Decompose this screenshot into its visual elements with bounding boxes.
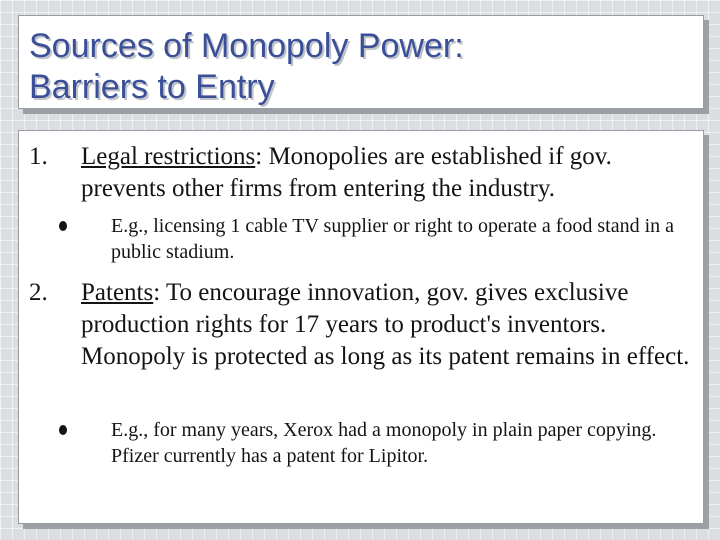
title-line-2: Barriers to Entry bbox=[29, 68, 275, 106]
example-text: E.g., for many years, Xerox had a monopoly in plain paper copying. Pfizer currently has a patent for Lipitor. bbox=[111, 419, 657, 467]
list-item-text bbox=[81, 277, 693, 373]
example-text: E.g., licensing 1 cable TV supplier or right to operate a food stand in a public stadium. bbox=[111, 215, 675, 263]
term-legal-restrictions: Legal restrictions bbox=[81, 143, 256, 170]
list-number: 1. bbox=[29, 143, 48, 170]
bullet-icon bbox=[59, 425, 67, 435]
content-panel bbox=[18, 130, 704, 524]
title-panel bbox=[18, 15, 704, 109]
definition-text: : To encourage innovation, gov. gives exclusive production rights for 17 years to product's inventors. Monopoly is protected as long as its patent remains in effect. bbox=[81, 279, 690, 370]
bullet-icon bbox=[59, 221, 67, 231]
slide-title bbox=[29, 26, 464, 108]
list-item-text bbox=[81, 141, 693, 205]
term-patents: Patents bbox=[81, 279, 154, 306]
list-number: 2. bbox=[29, 279, 48, 306]
title-line-1: Sources of Monopoly Power: bbox=[29, 27, 464, 65]
definition-text: : Monopolies are established if gov. prevents other firms from entering the industry. bbox=[81, 143, 612, 202]
